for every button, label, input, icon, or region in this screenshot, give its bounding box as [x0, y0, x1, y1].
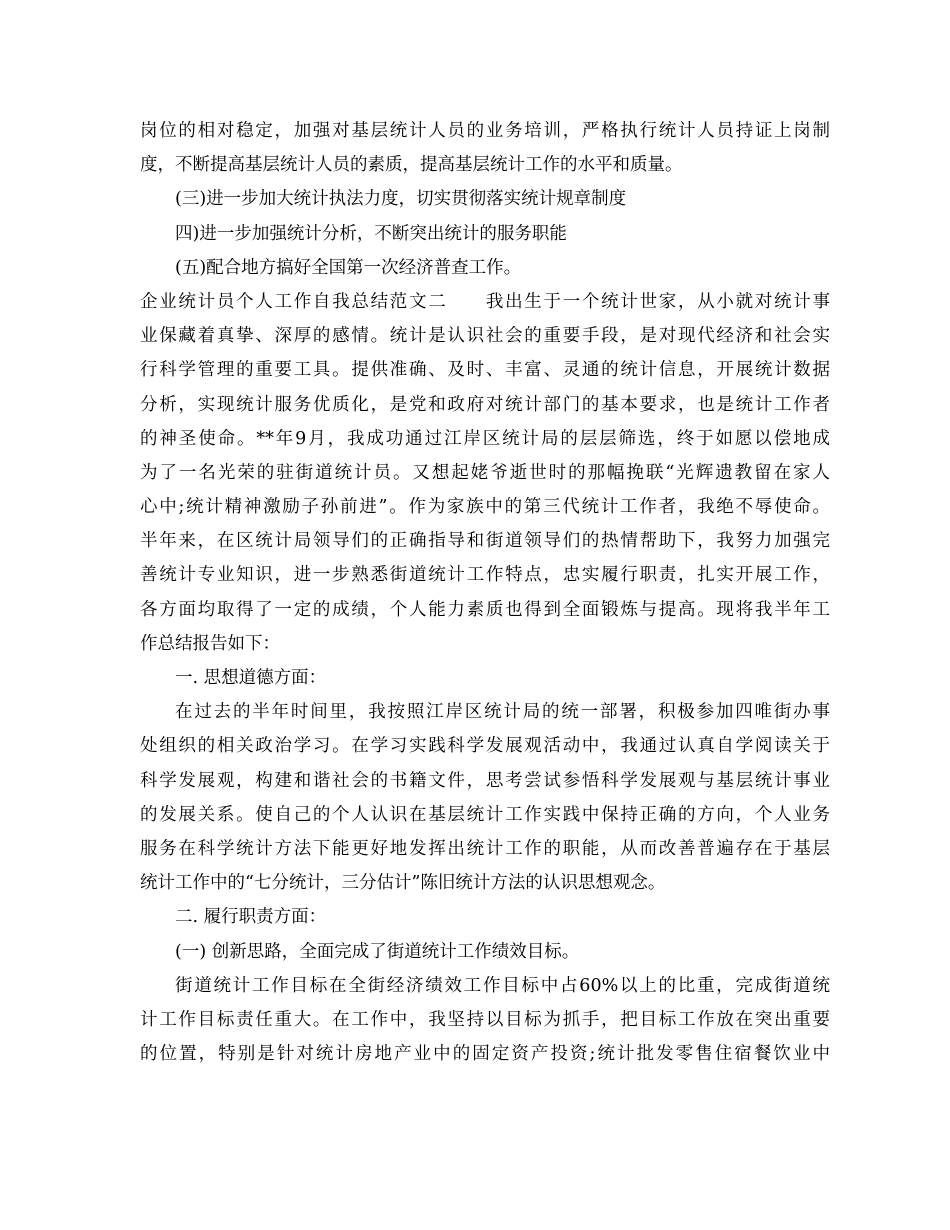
paragraph-line: 分析，实现统计服务优质化，是党和政府对统计部门的基本要求，也是统计工作者 — [140, 394, 830, 415]
paragraph-line: 服务在科学统计方法下能更好地发挥出统计工作的职能，从而改善普遍存在于基层 — [140, 838, 830, 859]
section-heading: (三)进一步加大统计执法力度，切实贯彻落实统计规章制度 — [175, 189, 627, 210]
paragraph-line: 心中;统计精神激励子孙前进”。作为家族中的第三代统计工作者，我绝不辱使命。 — [140, 497, 830, 518]
paragraph-line: 为了一名光荣的驻街道统计员。又想起姥爷逝世时的那幅挽联“光辉遗教留在家人 — [140, 462, 830, 483]
article-title-line: 企业统计员个人工作自我总结范文二 我出生于一个统计世家，从小就对统计事 — [140, 291, 830, 312]
paragraph-line: 岗位的相对稳定，加强对基层统计人员的业务培训，严格执行统计人员持证上岗制 — [140, 121, 830, 141]
paragraph-line: 在过去的半年时间里，我按照江岸区统计局的统一部署，积极参加四唯街办事 — [175, 702, 830, 723]
paragraph-line: 各方面均取得了一定的成绩，个人能力素质也得到全面锻炼与提高。现将我半年工 — [140, 599, 830, 620]
paragraph-line: 半年来，在区统计局领导们的正确指导和街道领导们的热情帮助下，我努力加强完 — [140, 531, 830, 552]
section-heading: (五)配合地方搞好全国第一次经济普查工作。 — [175, 257, 522, 278]
section-heading: 一. 思想道德方面： — [175, 668, 327, 688]
paragraph-line: 街道统计工作目标在全街经济绩效工作目标中占60%以上的比重，完成街道统 — [175, 975, 830, 996]
paragraph-line: 处组织的相关政治学习。在学习实践科学发展观活动中，我通过认真自学阅读关于 — [140, 736, 830, 757]
paragraph-line: 科学发展观，构建和谐社会的书籍文件，思考尝试参悟科学发展观与基层统计事业 — [140, 770, 830, 791]
paragraph-line: 行科学管理的重要工具。提供准确、及时、丰富、灵通的统计信息，开展统计数据 — [140, 360, 830, 381]
paragraph-line: 业保藏着真挚、深厚的感情。统计是认识社会的重要手段，是对现代经济和社会实 — [140, 326, 830, 347]
paragraph-line: 的发展关系。使自己的个人认识在基层统计工作实践中保持正确的方向，个人业务 — [140, 804, 830, 825]
paragraph-line: 作总结报告如下： — [140, 633, 280, 654]
section-heading: 二. 履行职责方面： — [175, 907, 327, 928]
section-heading: 四)进一步加强统计分析，不断突出统计的服务职能 — [175, 223, 567, 244]
paragraph-line: 的位置，特别是针对统计房地产业中的固定资产投资;统计批发零售住宿餐饮业中 — [140, 1044, 830, 1065]
paragraph-line: 统计工作中的“七分统计，三分估计”陈旧统计方法的认识思想观念。 — [140, 873, 666, 894]
paragraph-line: 善统计专业知识，进一步熟悉街道统计工作特点，忠实履行职责，扎实开展工作， — [140, 565, 830, 586]
paragraph-line: 度，不断提高基层统计人员的素质，提高基层统计工作的水平和质量。 — [140, 155, 683, 176]
document-body — [140, 114, 830, 1071]
paragraph-line: 的神圣使命。**年9月，我成功通过江岸区统计局的层层筛选，终于如愿以偿地成 — [140, 428, 830, 449]
section-heading: (一) 创新思路，全面完成了街道统计工作绩效目标。 — [175, 941, 580, 962]
paragraph-line: 计工作目标责任重大。在工作中，我坚持以目标为抓手，把目标工作放在突出重要 — [140, 1009, 830, 1030]
